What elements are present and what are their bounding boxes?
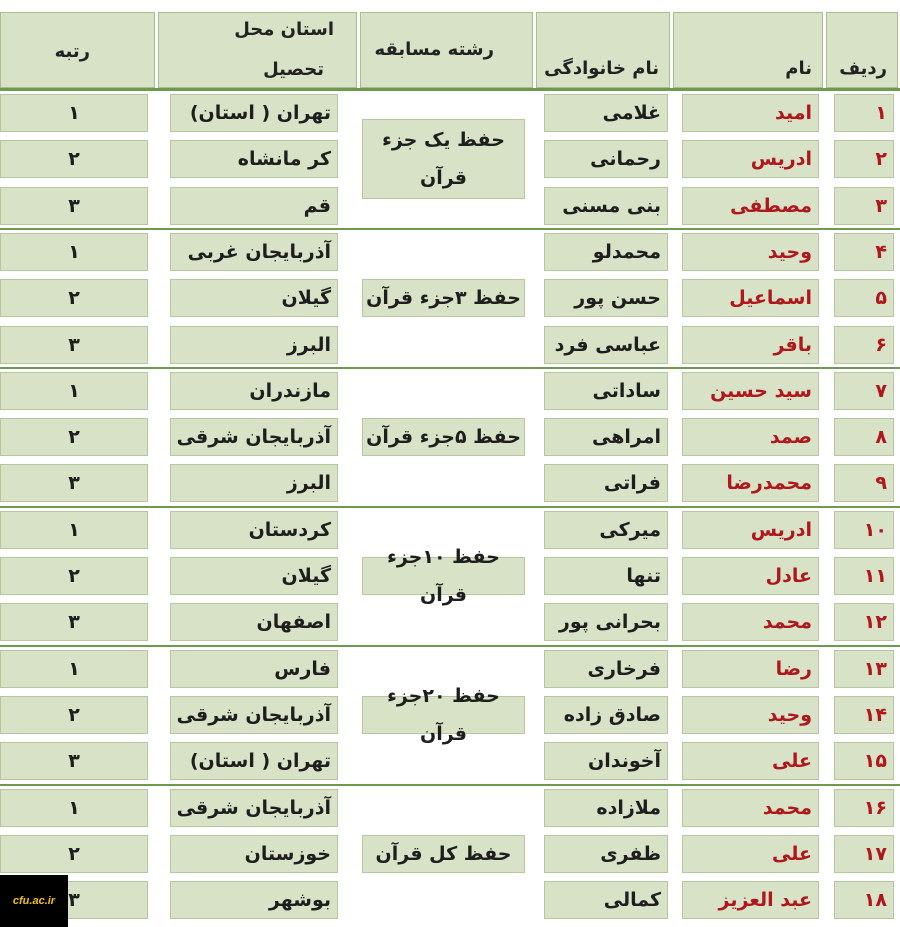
header-last-name-label: نام خانوادگی (544, 58, 659, 79)
competition-cell: حفظ کل قرآن (362, 835, 525, 873)
row-number-cell: ۶ (834, 326, 894, 364)
header-competition-label: رشته مسابقه (374, 39, 494, 60)
last-name-cell: ملازاده (544, 789, 668, 827)
last-name-cell: آخوندان (544, 742, 668, 780)
row-number-cell: ۱۰ (834, 511, 894, 549)
first-name-cell: محمدرضا (682, 464, 819, 502)
rank-cell: ۲ (0, 696, 148, 734)
first-name-cell: باقر (682, 326, 819, 364)
header-row-no (826, 12, 898, 88)
last-name-cell: امراهی (544, 418, 668, 456)
rank-cell: ۳ (0, 603, 148, 641)
competition-cell: حفظ ۵جزء قرآن (362, 418, 525, 456)
province-cell: البرز (170, 464, 338, 502)
competition-cell: حفظ یک جزء قرآن (362, 119, 525, 199)
group-separator (0, 645, 900, 647)
province-cell: خوزستان (170, 835, 338, 873)
first-name-cell: عادل (682, 557, 819, 595)
group-separator (0, 784, 900, 786)
row-number-cell: ۱۷ (834, 835, 894, 873)
first-name-cell: سید حسین (682, 372, 819, 410)
first-name-cell: علی (682, 742, 819, 780)
rank-cell: ۳ (0, 464, 148, 502)
first-name-cell: ادریس (682, 140, 819, 178)
competition-cell: حفظ ۱۰جزء قرآن (362, 557, 525, 595)
rank-cell: ۲ (0, 557, 148, 595)
province-cell: قم (170, 187, 338, 225)
row-number-cell: ۸ (834, 418, 894, 456)
first-name-cell: صمد (682, 418, 819, 456)
group-separator (0, 228, 900, 230)
header-province-line2: تحصیل (263, 59, 324, 80)
rank-cell: ۲ (0, 279, 148, 317)
province-cell: گیلان (170, 557, 338, 595)
header-row-no-label: ردیف (839, 58, 887, 79)
rank-cell: ۳ (0, 742, 148, 780)
province-cell: گیلان (170, 279, 338, 317)
last-name-cell: کمالی (544, 881, 668, 919)
first-name-cell: محمد (682, 603, 819, 641)
first-name-cell: محمد (682, 789, 819, 827)
province-cell: مازندران (170, 372, 338, 410)
province-cell: تهران ( استان) (170, 94, 338, 132)
province-cell: کردستان (170, 511, 338, 549)
header-first-name-label: نام (785, 58, 812, 79)
row-number-cell: ۱۶ (834, 789, 894, 827)
first-name-cell: عبد العزیز (682, 881, 819, 919)
header-province-line1: استان محل (234, 19, 334, 40)
row-number-cell: ۲ (834, 140, 894, 178)
row-number-cell: ۱۳ (834, 650, 894, 688)
last-name-cell: فراتی (544, 464, 668, 502)
rank-cell: ۱ (0, 650, 148, 688)
rank-cell: ۳ (0, 881, 148, 919)
last-name-cell: عباسی فرد (544, 326, 668, 364)
row-number-cell: ۱۴ (834, 696, 894, 734)
last-name-cell: رحمانی (544, 140, 668, 178)
row-number-cell: ۱۸ (834, 881, 894, 919)
header-first-name (673, 12, 823, 88)
last-name-cell: فرخاری (544, 650, 668, 688)
rank-cell: ۲ (0, 418, 148, 456)
rank-cell: ۱ (0, 94, 148, 132)
last-name-cell: بحرانی پور (544, 603, 668, 641)
rank-cell: ۱ (0, 372, 148, 410)
first-name-cell: اسماعیل (682, 279, 819, 317)
cfu-logo (0, 875, 68, 927)
rank-cell: ۳ (0, 187, 148, 225)
first-name-cell: مصطفی (682, 187, 819, 225)
first-name-cell: علی (682, 835, 819, 873)
rank-cell: ۱ (0, 789, 148, 827)
rank-cell: ۱ (0, 511, 148, 549)
province-cell: آذربایجان شرقی (170, 418, 338, 456)
last-name-cell: تنها (544, 557, 668, 595)
province-cell: فارس (170, 650, 338, 688)
first-name-cell: رضا (682, 650, 819, 688)
province-cell: کر مانشاه (170, 140, 338, 178)
row-number-cell: ۹ (834, 464, 894, 502)
rank-cell: ۳ (0, 326, 148, 364)
province-cell: بوشهر (170, 881, 338, 919)
last-name-cell: بنی مسنی (544, 187, 668, 225)
first-name-cell: وحید (682, 696, 819, 734)
row-number-cell: ۱ (834, 94, 894, 132)
first-name-cell: ادریس (682, 511, 819, 549)
province-cell: آذربایجان شرقی (170, 789, 338, 827)
first-name-cell: وحید (682, 233, 819, 271)
cfu-logo-text: cfu.ac.ir (12, 895, 56, 907)
row-number-cell: ۴ (834, 233, 894, 271)
last-name-cell: حسن پور (544, 279, 668, 317)
header-rank (0, 12, 155, 88)
row-number-cell: ۱۱ (834, 557, 894, 595)
rank-cell: ۲ (0, 140, 148, 178)
header-competition (360, 12, 533, 88)
header-rank-label: رتبه (54, 41, 90, 62)
first-name-cell: امید (682, 94, 819, 132)
province-cell: البرز (170, 326, 338, 364)
group-separator (0, 88, 900, 91)
last-name-cell: غلامی (544, 94, 668, 132)
competition-cell: حفظ ۳جزء قرآن (362, 279, 525, 317)
rank-cell: ۱ (0, 233, 148, 271)
last-name-cell: ساداتی (544, 372, 668, 410)
row-number-cell: ۵ (834, 279, 894, 317)
rank-cell: ۲ (0, 835, 148, 873)
header-province (158, 12, 357, 88)
group-separator (0, 506, 900, 508)
last-name-cell: ظفری (544, 835, 668, 873)
province-cell: آذربایجان غربی (170, 233, 338, 271)
row-number-cell: ۱۵ (834, 742, 894, 780)
province-cell: آذربایجان شرقی (170, 696, 338, 734)
group-separator (0, 367, 900, 369)
row-number-cell: ۷ (834, 372, 894, 410)
last-name-cell: میرکی (544, 511, 668, 549)
province-cell: اصفهان (170, 603, 338, 641)
header-last-name (536, 12, 670, 88)
competition-cell: حفظ ۲۰جزء قرآن (362, 696, 525, 734)
row-number-cell: ۱۲ (834, 603, 894, 641)
last-name-cell: صادق زاده (544, 696, 668, 734)
province-cell: تهران ( استان) (170, 742, 338, 780)
row-number-cell: ۳ (834, 187, 894, 225)
last-name-cell: محمدلو (544, 233, 668, 271)
